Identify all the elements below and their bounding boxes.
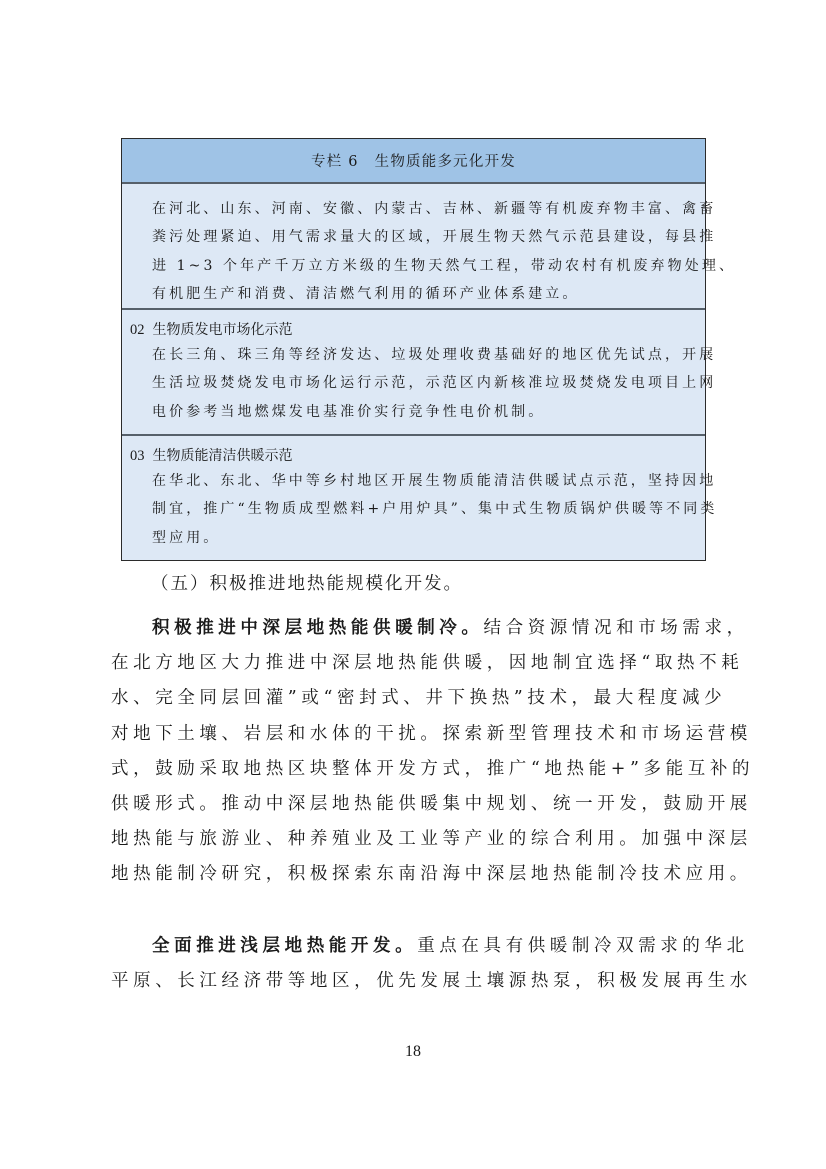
page-number: 18 [405, 1043, 421, 1060]
text-line: 生活垃圾焚烧发电市场化运行示范，示范区内新核准垃圾焚烧发电项目上网 [152, 375, 717, 392]
text-line: 电价参考当地燃煤发电基准价实行竞争性电价机制。 [152, 403, 546, 420]
special-column-box [121, 138, 737, 561]
text-run: 结合资源情况和市场需求， [483, 618, 749, 638]
box-header-number: 专栏 6 [311, 154, 359, 170]
text-line: 粪污处理紧迫、用气需求量大的区域，开展生物天然气示范县建设，每县推 [152, 229, 717, 246]
box-row-01 [122, 184, 737, 308]
text-line: 在华北、东北、华中等乡村地区开展生物质能清洁供暖试点示范，坚持因地 [152, 473, 717, 489]
text-run: 重点在具有供暖制冷双需求的华北 [417, 936, 749, 956]
box-row-03 [122, 434, 718, 560]
paragraph-lead: 积极推进中深层地热能供暖制冷。 [152, 618, 484, 638]
box-row-body [130, 467, 718, 552]
text-line: 平原、长江经济带等地区，优先发展土壤源热泵，积极发展再生水 [111, 971, 752, 992]
box-row-title [130, 319, 697, 341]
row-code: 02 [130, 322, 145, 338]
box-row-body [130, 341, 717, 426]
paragraph-shallow-geothermal [111, 929, 752, 999]
text-line [111, 929, 749, 964]
text-line: 地热能制冷研究，积极探索东南沿海中深层地热能制冷技术应用。 [111, 864, 752, 885]
box-row-title [130, 445, 697, 467]
paragraph-deep-geothermal [111, 611, 755, 893]
row-title-text: 生物质能清洁供暖示范 [152, 448, 293, 464]
text-line: 供暖形式。推动中深层地热能供暖集中规划、统一开发，鼓励开展 [111, 793, 752, 814]
text-line: 在北方地区大力推进中深层地热能供暖，因地制宜选择“取热不耗 [111, 653, 744, 674]
box-row-body [130, 195, 737, 308]
text-line: 式，鼓励采取地热区块整体开发方式，推广“地热能+”多能互补的 [111, 758, 755, 779]
text-line: 在河北、山东、河南、安徽、内蒙古、吉林、新疆等有机废弃物丰富、禽畜 [152, 201, 717, 217]
text-line: 型应用。 [152, 529, 221, 546]
text-line: 对地下土壤、岩层和水体的干扰。探索新型管理技术和市场运营模 [111, 723, 752, 744]
row-title-text: 生物质发电市场化示范 [152, 322, 293, 338]
text-line: 在长三角、珠三角等经济发达、垃圾处理收费基础好的地区优先试点，开展 [152, 347, 717, 363]
box-header [122, 139, 705, 184]
text-line [111, 611, 749, 646]
box-row-02 [122, 308, 717, 434]
text-line: 制宜，推广“生物质成型燃料+户用炉具”、集中式生物质锅炉供暖等不同类 [152, 501, 718, 518]
paragraph-lead: 全面推进浅层地热能开发。 [152, 936, 418, 956]
text-line: 有机肥生产和消费、清洁燃气利用的循环产业体系建立。 [152, 285, 580, 302]
text-line: 地热能与旅游业、种养殖业及工业等产业的综合利用。加强中深层 [111, 829, 752, 850]
text-line: 水、完全同层回灌”或“密封式、井下换热”技术，最大程度减少 [111, 688, 727, 709]
section-heading: （五）积极推进地热能规模化开发。 [151, 574, 463, 594]
box-header-title: 生物质能多元化开发 [374, 154, 516, 170]
text-line: 进 1~3 个年产千万立方米级的生物天然气工程，带动农村有机废弃物处理、 [152, 257, 737, 274]
row-code: 03 [130, 448, 145, 464]
